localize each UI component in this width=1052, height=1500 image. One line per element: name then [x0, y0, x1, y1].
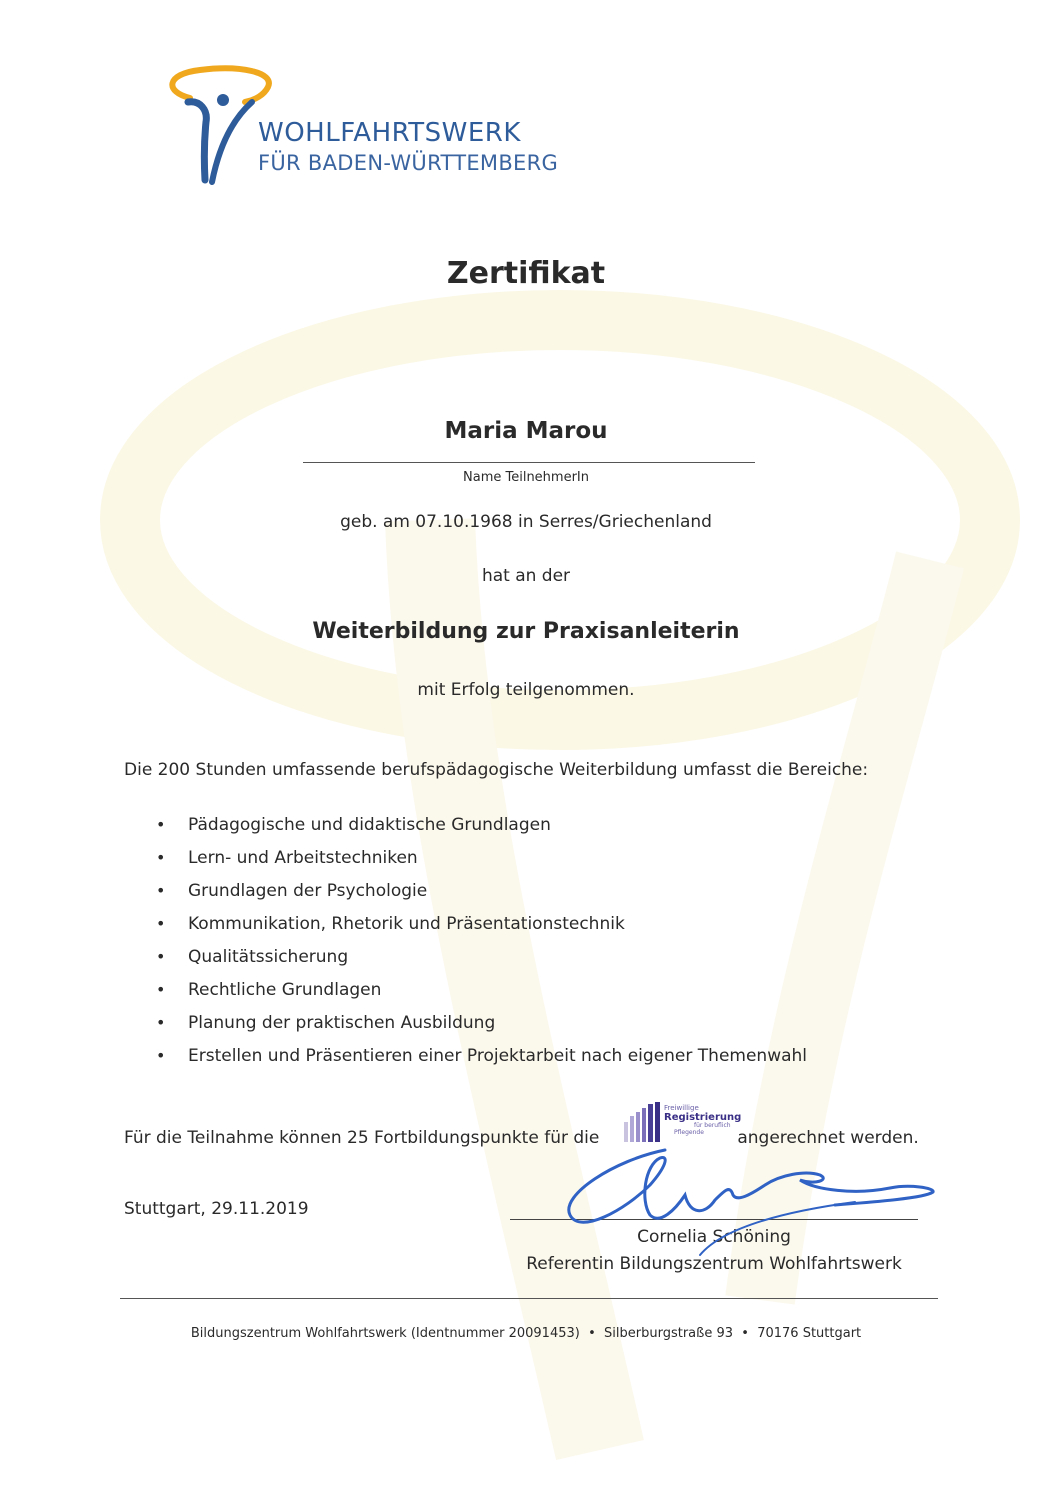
logo-title: WOHLFAHRTSWERK	[258, 118, 521, 148]
name-divider	[303, 462, 755, 463]
list-item: • Grundlagen der Psychologie	[124, 878, 807, 911]
list-item: • Rechtliche Grundlagen	[124, 977, 807, 1010]
scope-intro: Die 200 Stunden umfassende berufspädagogische Weiterbildung umfasst die Bereiche:	[124, 760, 869, 780]
name-label: Name TeilnehmerIn	[463, 470, 589, 485]
svg-text:für beruflich: für beruflich	[694, 1122, 731, 1129]
list-item: • Kommunikation, Rhetorik und Präsentationstechnik	[124, 911, 807, 944]
bullet-icon: •	[156, 848, 166, 867]
result-text: mit Erfolg teilgenommen.	[417, 680, 635, 700]
bullet-icon: •	[156, 914, 166, 933]
bullet-icon: •	[156, 1013, 166, 1032]
list-item: • Lern- und Arbeitstechniken	[124, 845, 807, 878]
list-item: • Qualitätssicherung	[124, 944, 807, 977]
course-title: Weiterbildung zur Praxisanleiterin	[312, 619, 740, 644]
place-date: Stuttgart, 29.11.2019	[124, 1199, 309, 1219]
bullet-icon: •	[156, 815, 166, 834]
list-item: • Pädagogische und didaktische Grundlagen	[124, 812, 807, 845]
logo-subtitle: FÜR BADEN-WÜRTTEMBERG	[258, 151, 559, 175]
svg-text:Registrierung: Registrierung	[664, 1112, 742, 1123]
signature-icon	[555, 1140, 945, 1280]
participation-intro: hat an der	[481, 566, 571, 586]
birth-info: geb. am 07.10.1968 in Serres/Griechenland	[340, 512, 712, 532]
list-item: • Erstellen und Präsentieren einer Projektarbeit nach eigener Themenwahl	[124, 1043, 807, 1076]
footer-divider	[120, 1298, 938, 1299]
areas-list	[124, 812, 807, 1076]
list-item: • Planung der praktischen Ausbildung	[124, 1010, 807, 1043]
signer-role: Referentin Bildungszentrum Wohlfahrtswerk	[526, 1254, 902, 1274]
points-statement: Für die Teilnahme können 25 Fortbildungspunkte für die angerechnet werden.	[124, 1128, 919, 1148]
bullet-icon: •	[156, 980, 166, 999]
bullet-icon: •	[156, 881, 166, 900]
footer-address: Bildungszentrum Wohlfahrtswerk (Identnummer 20091453) • Silberburgstraße 93 • 70176 Stuttgart	[190, 1326, 862, 1341]
bullet-icon: •	[156, 1046, 166, 1065]
participant-name: Maria Marou	[444, 418, 608, 444]
svg-text:Freiwillige: Freiwillige	[664, 1104, 699, 1112]
signer-name: Cornelia Schöning	[637, 1227, 791, 1247]
bullet-icon: •	[156, 947, 166, 966]
svg-text:Pflegende: Pflegende	[674, 1129, 704, 1136]
certificate-title: Zertifikat	[446, 256, 606, 291]
